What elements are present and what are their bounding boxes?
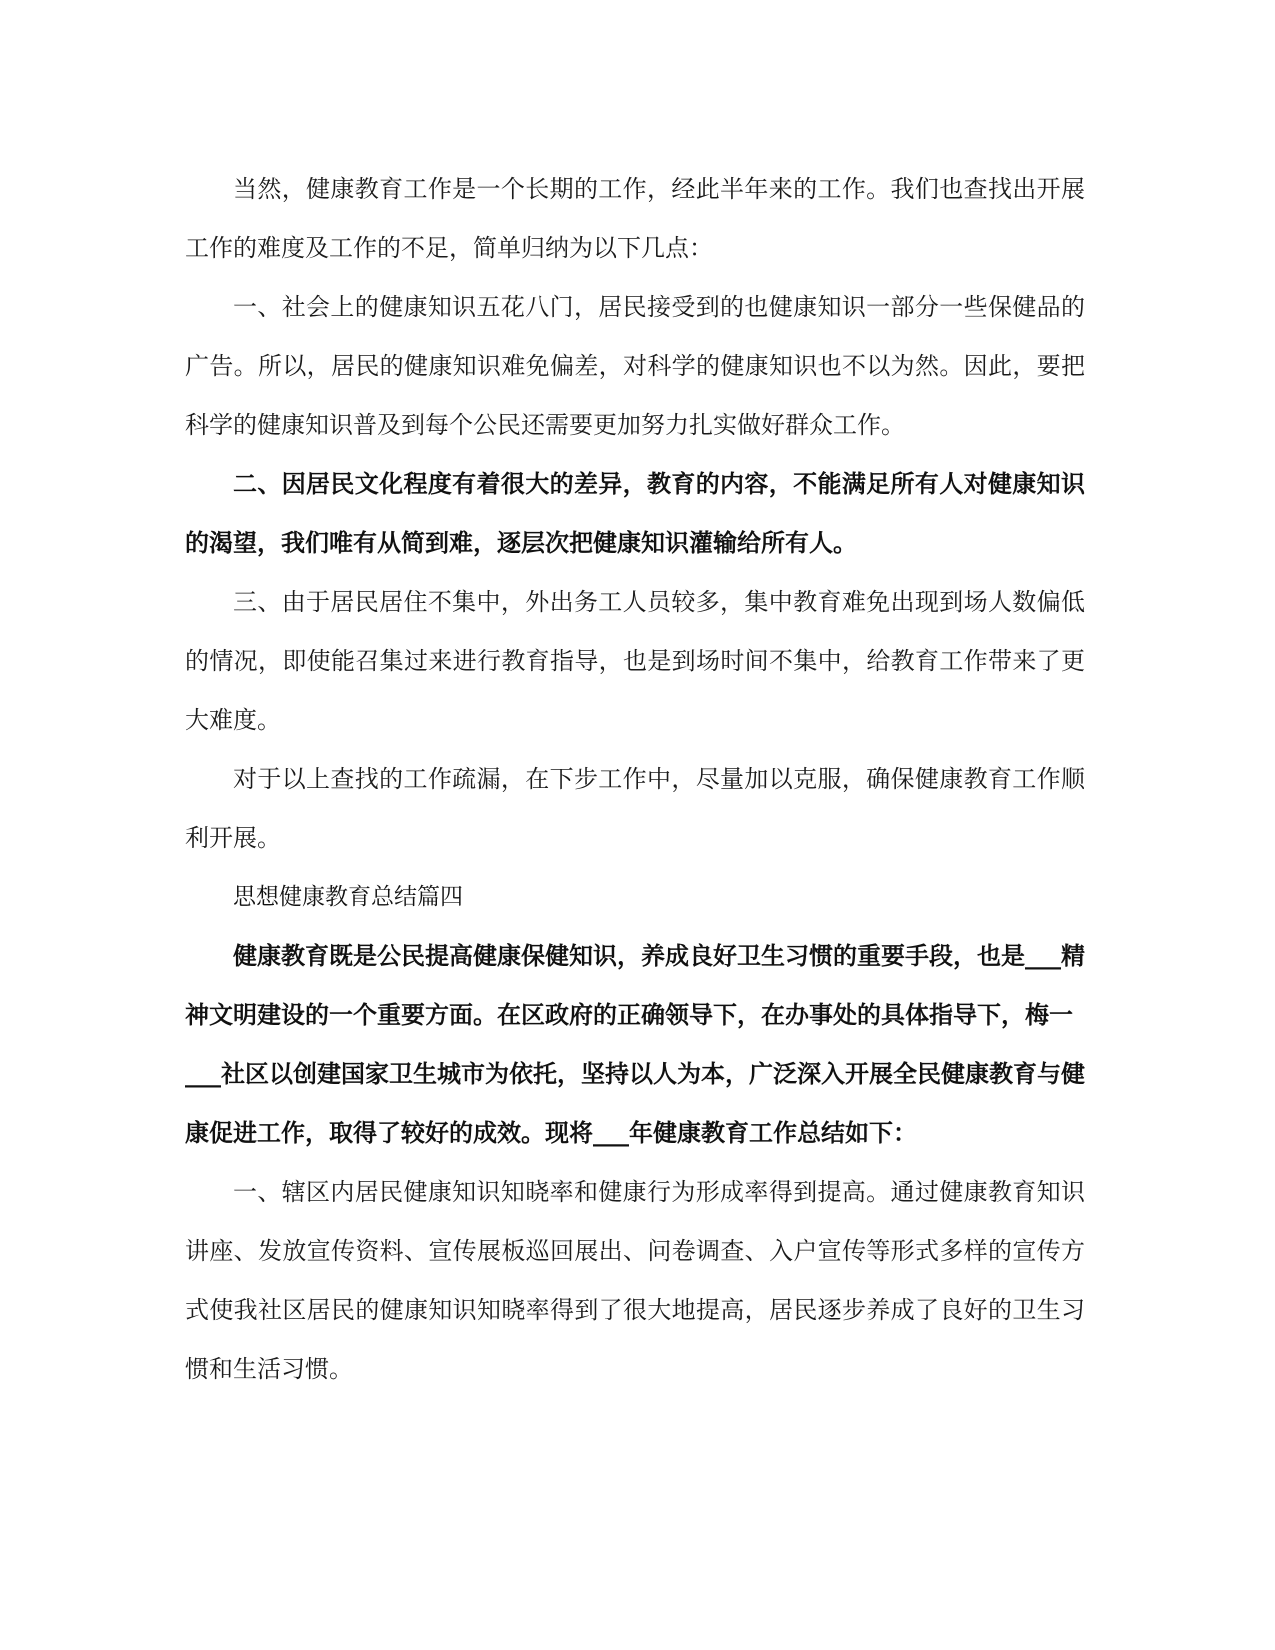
paragraph-point-two: 二、因居民文化程度有着很大的差异，教育的内容，不能满足所有人对健康知识的渴望，我们唯有从简到难，逐层次把健康知识灌输给所有人。 (185, 470, 1085, 557)
paragraph-section-intro-continued: ___社区以创建国家卫生城市为依托，坚持以人为本，广泛深入开展全民健康教育与健康促进工作，取得了较好的成效。现将___年健康教育工作总结如下： (185, 1060, 1085, 1147)
paragraph-point-three: 三、由于居民居住不集中，外出务工人员较多，集中教育难免出现到场人数偏低的情况，即使能召集过来进行教育指导，也是到场时间不集中，给教育工作带来了更大难度。 (185, 588, 1085, 734)
paragraph-point-one: 一、社会上的健康知识五花八门，居民接受到的也健康知识一部分一些保健品的广告。所以，居民的健康知识难免偏差，对科学的健康知识也不以为然。因此，要把科学的健康知识普及到每个公民还需要更加努力扎实做好群众工作。 (185, 293, 1085, 439)
paragraph-intro: 当然，健康教育工作是一个长期的工作，经此半年来的工作。我们也查找出开展工作的难度及工作的不足，简单归纳为以下几点： (185, 175, 1085, 262)
paragraph-section-point-one: 一、辖区内居民健康知识知晓率和健康行为形成率得到提高。通过健康教育知识讲座、发放宣传资料、宣传展板巡回展出、问卷调查、入户宣传等形式多样的宣传方式使我社区居民的健康知识知晓率得到了很大地提高，居民逐步养成了良好的卫生习惯和生活习惯。 (185, 1178, 1085, 1383)
paragraph-section-intro: 健康教育既是公民提高健康保健知识，养成良好卫生习惯的重要手段，也是___精神文明建设的一个重要方面。在区政府的正确领导下，在办事处的具体指导下，梅一 (185, 942, 1085, 1029)
paragraph-conclusion: 对于以上查找的工作疏漏，在下步工作中，尽量加以克服，确保健康教育工作顺利开展。 (185, 765, 1085, 852)
document-body (185, 160, 1085, 1399)
section-heading: 思想健康教育总结篇四 (233, 884, 463, 910)
